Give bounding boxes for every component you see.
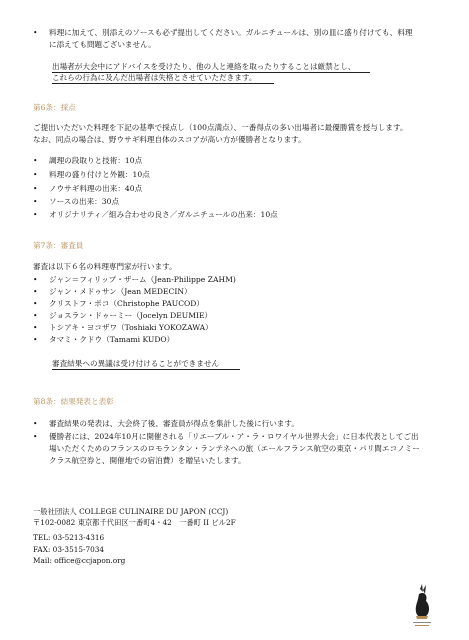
result-bullet-2-line-3: クラス航空券と、開催地での宿泊費）を贈呈いたします。 (49, 456, 246, 465)
bullet-marker: • (33, 28, 38, 37)
article7-heading: 第7条：審査員 (33, 241, 84, 250)
article6-intro-line-2: なお、同点の場合は、野ウサギ料理自体のスコアが高い方が優勝者となります。 (33, 135, 306, 144)
warning-line-2: これらの行為に及んだ出場者は失格とさせていただきます。 (52, 73, 257, 82)
article6-heading: 第6条：採点 (33, 103, 76, 112)
criterion-item: オリジナリティ／組み合わせの良さ／ガルニチュールの出来：10点 (49, 210, 278, 219)
bullet-marker: • (33, 210, 38, 219)
organization-fax: FAX: 03-3515-7034 (33, 545, 105, 554)
criterion-item: ノウサギ料理の出来：40点 (49, 184, 143, 193)
judge-item: トシアキ・ヨコザワ（Toshiaki YOKOZAWA） (49, 323, 213, 332)
bullet-marker: • (33, 419, 38, 428)
judge-item: クリストフ・ポコ（Christophe PAUCOD） (49, 299, 204, 308)
bullet-marker: • (33, 311, 38, 320)
organization-name: 一般社団法人 COLLEGE CULINAIRE DU JAPON (CCJ) (33, 507, 229, 516)
article8-heading: 第8条：結果発表と表彰 (33, 397, 114, 406)
result-bullet-2-line-1: 優勝者には、2024年10月に開催される「リエーブル・ア・ラ・ロワイヤル世界大会」に日本代表としてご出 (49, 432, 419, 441)
bullet-marker: • (33, 275, 38, 284)
warning-underline-2 (52, 83, 274, 84)
judge-item: ジャン＝フィリップ・ザーム（Jean-Philippe ZAHM) (49, 275, 236, 284)
bullet-marker: • (33, 156, 38, 165)
bullet-marker: • (33, 184, 38, 193)
criterion-item: 調理の段取りと技術：10点 (49, 156, 143, 165)
judges-note-underline (52, 369, 240, 370)
top-bullet-line-1: 料理に加えて、別添えのソースも必ず提出してください。ガルニチュールは、別の皿に盛り付けても、料理 (49, 28, 413, 37)
top-bullet-line-2: に添えても問題ございません。 (49, 40, 156, 49)
judge-item: ジョスラン・ドゥーミー（Jocelyn DEUMIE） (49, 311, 213, 320)
bullet-marker: • (33, 323, 38, 332)
organization-tel: TEL: 03-5213-4316 (33, 533, 105, 542)
article7-intro: 審査は以下６名の料理専門家が行います。 (33, 262, 177, 271)
article6-intro-line-1: ご提出いただいた料理を下記の基準で採点し（100点満点）、一番得点の多い出場者に最優勝賞を授与します。 (33, 123, 408, 132)
result-bullet-1: 審査結果の発表は、大会終了後、審査員が得点を集計した後に行います。 (49, 419, 299, 428)
result-bullet-2-line-2: 場いただくためのフランスのロモランタン・ランテネへの旅（エールフランス航空の東京・パリ間エコノミー (49, 444, 420, 453)
bullet-marker: • (33, 299, 38, 308)
warning-line-1: 出場者が大会中にアドバイスを受けたり、他の人と連絡を取ったりすることは厳禁とし、 (52, 62, 356, 71)
organization-address: 〒102-0082 東京都千代田区一番町4・42 一番町 II ビル2F (33, 518, 236, 527)
bullet-marker: • (33, 170, 38, 179)
bullet-marker: • (33, 335, 38, 344)
criterion-item: ソースの出来：30点 (49, 197, 120, 206)
hare-logo-icon (404, 583, 440, 631)
bullet-marker: • (33, 197, 38, 206)
organization-mail: Mail: office@ccjapon.org (33, 556, 126, 565)
judges-note: 審査結果への異議は受け付けることができません (52, 359, 220, 368)
bullet-marker: • (33, 432, 38, 441)
criterion-item: 料理の盛り付けと外観：10点 (49, 170, 150, 179)
judge-item: タマミ・クドウ（Tamami KUDO） (49, 335, 175, 344)
bullet-marker: • (33, 287, 38, 296)
judge-item: ジャン・メドゥサン（Jean MEDECIN） (49, 287, 192, 296)
